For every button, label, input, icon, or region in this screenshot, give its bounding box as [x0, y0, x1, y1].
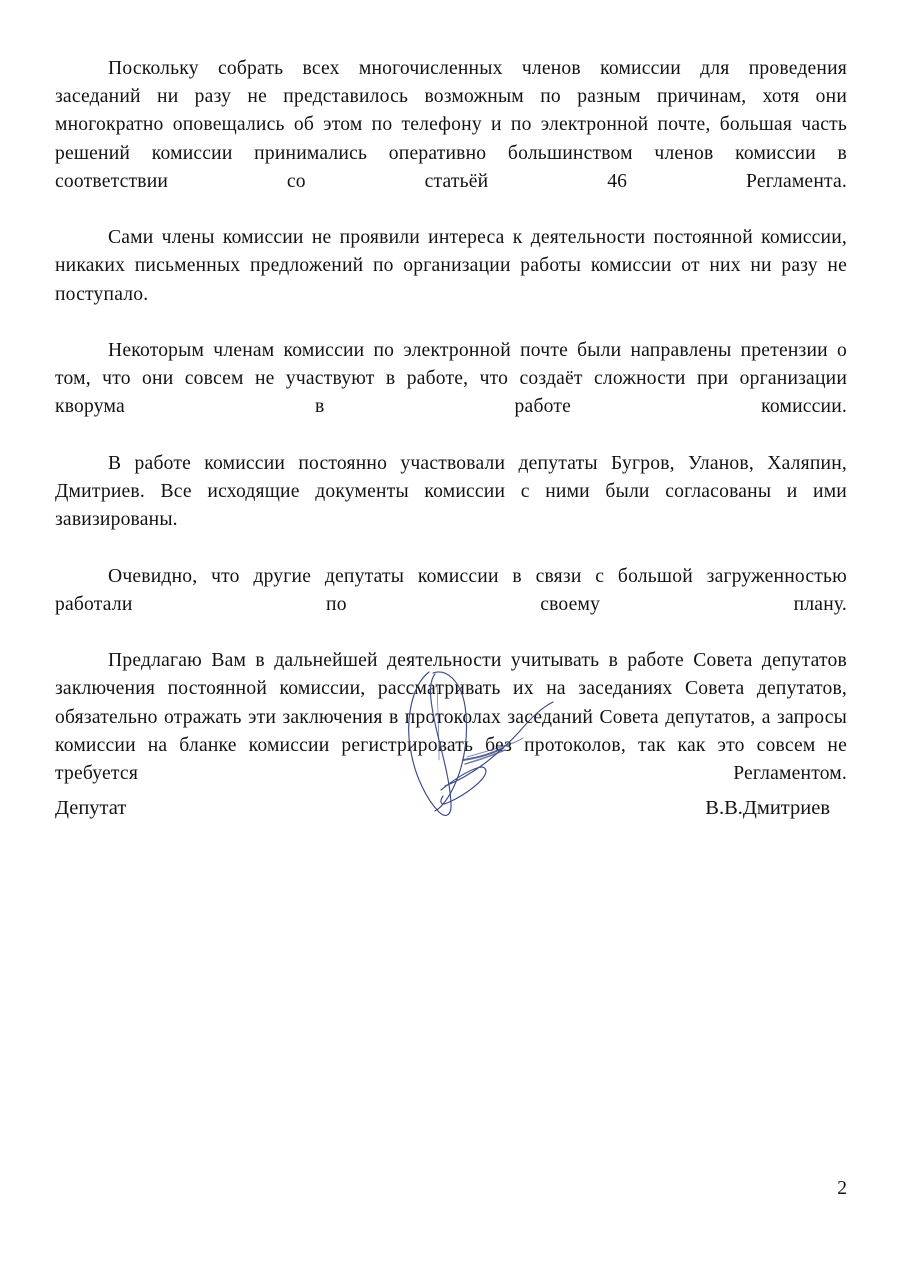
paragraph: Сами члены комиссии не проявили интереса к деятельности постоянной комиссии, никаких письменных предложений по организации работы комиссии от них ни разу не поступало.	[55, 227, 847, 305]
paragraph: Предлагаю Вам в дальнейшей деятельности учитывать в работе Совета депутатов заключения постоянной комиссии, рассматривать их на заседаниях Совета депутатов, обязательно отражать эти заключения в протоколах заседаний Совета депутатов, а запросы комиссии на бланке комиссии регистрировать без протоколов, так как это совсем не требуется Регламентом.	[55, 650, 847, 785]
paragraph: Очевидно, что другие депутаты комиссии в связи с большой загруженностью работали по своему плану.	[55, 565, 847, 615]
signature-block	[55, 660, 847, 840]
signatory-role: Депутат	[55, 797, 127, 819]
paragraph: Поскольку собрать всех многочисленных членов комиссии для проведения заседаний ни разу не представилось возможным по разным причинам, хотя они многократно оповещались об этом по телефону и по электронной почте, большая часть решений комиссии принимались оперативно большинством членов комиссии в соответствии со статьёй 46 Регламента.	[55, 58, 847, 192]
paragraph: Некоторым членам комиссии по электронной почте были направлены претензии о том, что они совсем не участвуют в работе, что создаёт сложности при организации кворума в работе комиссии.	[55, 340, 847, 418]
signature-row	[55, 795, 847, 821]
signatory-name: В.В.Дмитриев	[705, 797, 830, 819]
paragraph: В работе комиссии постоянно участвовали депутаты Бугров, Уланов, Халяпин, Дмитриев. Все исходящие документы комиссии с ними были согласованы и ими завизированы.	[55, 452, 847, 531]
page-number: 2	[837, 1178, 847, 1199]
